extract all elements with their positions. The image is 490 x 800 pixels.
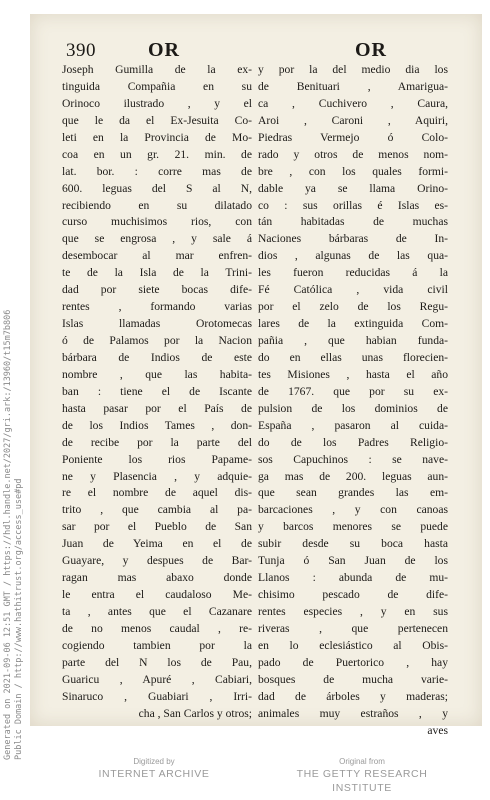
text-line: dios , algunas de las qua-: [258, 249, 448, 263]
text-line: leti en la Provincia de Mo-: [62, 130, 252, 144]
text-line: barcaciones , y con canoas: [258, 503, 448, 517]
text-line: lat. bor. : corre mas de: [62, 164, 252, 178]
text-line: que se engrosa , y sale á: [62, 232, 252, 246]
text-line: de recibe por la parte del: [62, 435, 252, 449]
text-line: do en ellas unas florecien-: [258, 350, 448, 364]
text-line: Llanos : abunda de mu-: [258, 571, 448, 585]
text-line: rado y otros de menos nom-: [258, 147, 448, 161]
text-line: tán habitadas de muchas: [258, 215, 448, 229]
side-watermark-line-1: Generated on 2021-09-06 12:51 GMT / https://hdl.handle.net/2027/gri.ark:/13960/t15m7b806: [3, 309, 13, 760]
text-line: ban : tiene el de Iscante: [62, 384, 252, 398]
text-line: riveras , que pertenecen: [258, 621, 448, 635]
text-line: Sinaruco , Guabiari , Irri-: [62, 689, 252, 703]
text-line: cha , San Carlos y otros;: [138, 706, 252, 720]
text-line: nombre , que las habita-: [62, 367, 252, 381]
text-line: curso muchisimos rios, con: [62, 215, 252, 229]
footer-digitized-label: Digitized by: [133, 757, 175, 766]
text-line: rentes , formando varias: [62, 300, 252, 314]
text-line: que le da el Ex-Jesuita Co-: [62, 113, 252, 127]
text-line: por el zelo de los Regu-: [258, 300, 448, 314]
running-head-right: OR: [355, 39, 387, 61]
text-line: cogiendo tambien por la: [62, 638, 252, 652]
text-line: subir desde su boca hasta: [258, 537, 448, 551]
side-watermark: [0, 200, 28, 760]
text-line: chisimo pescado de dife-: [258, 588, 448, 602]
text-line: lares de la extinguida Com-: [258, 317, 448, 331]
running-head-left: OR: [148, 39, 180, 61]
text-line: España , pasaron al cuida-: [258, 418, 448, 432]
text-line: Fé Católica , vida civil: [258, 283, 448, 297]
text-line: ta , antes que el Cazanare: [62, 605, 252, 618]
side-watermark-text: [3, 310, 25, 760]
text-line: re el nombre de aquel dis-: [62, 486, 252, 500]
text-line: sar por el Pueblo de San: [62, 520, 252, 534]
footer-getty: THE GETTY RESEARCH INSTITUTE: [296, 768, 428, 794]
text-line: les fueron reducidas á la: [258, 266, 448, 280]
text-line: ne y Plasencia , y adquie-: [62, 469, 252, 483]
text-line: le entra el caudaloso Me-: [62, 588, 252, 602]
text-line: dad por siete bocas dife-: [62, 283, 252, 297]
text-line: dad de árboles y maderas;: [258, 689, 448, 703]
text-line: animales muy estraños , y: [258, 706, 448, 720]
text-line: 600. leguas del S al N,: [62, 181, 252, 195]
right-text-column: [258, 62, 448, 740]
text-line: tes Misiones , hasta el año: [258, 367, 448, 381]
text-line: Tunja ó San Juan de los: [258, 554, 448, 568]
text-line: Guayare, y despues de Bar-: [62, 554, 252, 568]
text-line: dable ya se llama Orino-: [258, 181, 448, 195]
text-line: pado de Puertorico , hay: [258, 655, 448, 669]
text-line: Juan de Yeima en el de: [62, 537, 252, 551]
text-line: ó de Palamos por la Nacion: [62, 334, 252, 347]
side-watermark-line-2: Public Domain / http://www.hathitrust.org/access_use#pd: [14, 478, 24, 760]
text-line: pulsion de los dominios de: [258, 401, 448, 415]
footer-internet-archive: INTERNET ARCHIVE: [98, 768, 210, 780]
text-line: Naciones bárbaras de In-: [258, 232, 448, 246]
text-line: recibiendo en su dilatado: [62, 198, 252, 212]
footer-original-from: [282, 757, 442, 795]
text-line: en lo eclesiástico al Obis-: [258, 638, 448, 652]
text-line: bosques de mucha varie-: [258, 672, 448, 686]
book-page: [30, 14, 482, 737]
text-line: que sean grandes las em-: [258, 486, 448, 500]
text-line: Aroi , Caroni , Aquiri,: [258, 113, 448, 127]
text-line: Poniente los rios Papame-: [62, 452, 252, 466]
text-line: bárbara de Indios de este: [62, 350, 252, 364]
text-line: de 1767. que por su ex-: [258, 384, 448, 398]
left-text-column: [62, 62, 252, 723]
footer-digitized-by: [74, 757, 234, 781]
text-line: coa en un gr. 21. min. de: [62, 147, 252, 161]
text-line: te de la Isla de la Trini-: [62, 266, 252, 280]
text-line: de no menos caudal , re-: [62, 621, 252, 635]
text-line: pañia , que habian funda-: [258, 334, 448, 347]
text-line: ca , Cuchivero , Caura,: [258, 96, 448, 110]
text-line: bre , con los quales formi-: [258, 164, 448, 178]
text-line: do de los Padres Religio-: [258, 435, 448, 449]
text-line: trito , que cambia al pa-: [62, 503, 252, 517]
text-line: Islas llamadas Orotomecas: [62, 317, 252, 331]
text-line: ga mas de 200. leguas aun-: [258, 469, 448, 483]
text-line: y barcos menores se puede: [258, 520, 448, 534]
text-line: sos Capuchinos : se nave-: [258, 452, 448, 466]
text-line: de los Indios Tames , don-: [62, 418, 252, 432]
text-line: co : sus orillas é Islas es-: [258, 198, 448, 212]
text-line: Guaricu , Apuré , Cabiari,: [62, 672, 252, 686]
text-line: parte del N los de Pau,: [62, 655, 252, 669]
footer-original-label: Original from: [339, 757, 385, 766]
text-line: Piedras Vermejo ó Colo-: [258, 130, 448, 144]
page-number: 390: [66, 40, 96, 61]
text-line: Orinoco ilustrado , y el: [62, 96, 252, 110]
text-line: ragan mas abaxo donde: [62, 571, 252, 585]
text-line: y por la del medio dia los: [258, 63, 448, 76]
text-line: aves: [427, 723, 448, 737]
text-line: hasta pasar por el País de: [62, 401, 252, 415]
text-line: tinguida Compañia en su: [62, 79, 252, 93]
text-line: rentes especies , y en sus: [258, 605, 448, 618]
text-line: desembocar al mar enfren-: [62, 249, 252, 263]
text-line: Joseph Gumilla de la ex-: [62, 63, 252, 76]
text-line: de Benituari , Amarigua-: [258, 79, 448, 93]
